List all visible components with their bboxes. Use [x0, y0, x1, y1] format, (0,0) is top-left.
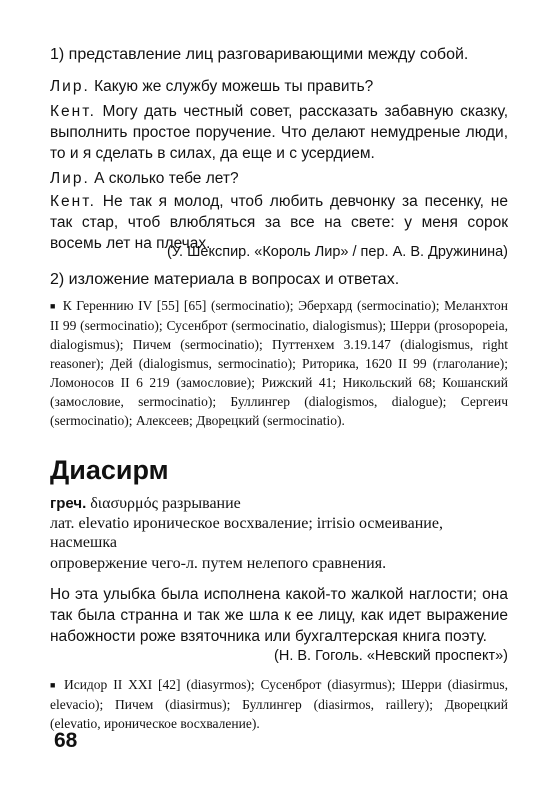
example-source: (Н. В. Гоголь. «Невский проспект») — [274, 648, 508, 664]
greek-word: διασυρμός — [90, 495, 158, 512]
dialogue-line-3 — [50, 168, 508, 189]
latin-label: лат. — [50, 515, 75, 532]
references-block-1 — [50, 296, 508, 430]
page-number: 68 — [54, 729, 78, 752]
dialogue-text: А сколько тебе лет? — [94, 170, 239, 187]
latin-meaning: elevatio ироническое восхваление; irrisio осмеивание, насмешка — [50, 515, 443, 551]
dialogue-text: Могу дать честный совет, рассказать забавную сказку, выполнить простое поручение. Что делают немудреные люди, то и я сделать в силах, да еще и с усердием. — [50, 103, 509, 162]
dialogue-text: Какую же службу можешь ты править? — [94, 78, 374, 95]
greek-label: греч. — [50, 495, 87, 512]
references-text: К Гереннию IV [55] [65] (sermocinatio); Эберхард (sermocinatio); Меланхтон II 99 (sermocinatio); Сусенброт (sermocinatio, dialogismus); Шерри (prosopopeia, dialogismus); Пичем (sermocinatio); Путтенхем 3.19.147 (dialogismus, right reasoner); Дей (dialogismus, sermocinatio); Риторика, 1620 II 99 (глаголание); Ломоносов II 6 219 (замословие); Рижский 41; Никольский 68; Кошанский (замословие, sermocinatio); Буллингер (dialogismos, dialogue); Сергеич (sermocinatio); Алексеев; Дворецкий (sermocinatio). — [50, 298, 509, 429]
dialogue-text: Не так я молод, чтоб любить девчонку за песенку, не так стар, чтоб влюбляться за все на свете: у меня сорок восемь лет на плечах. — [50, 193, 508, 252]
dialogue-line-2 — [50, 101, 508, 164]
speaker-label: Лир. — [50, 170, 90, 187]
references-text: Исидор II XXI [42] (diasyrmos); Сусенброт (diasyrmus); Шерри (diasirmus, elevacio); Пичем (diasirmus); Буллингер (diasirmos, raillery); Дворецкий (elevatio, ироническое восхваление). — [50, 677, 509, 732]
list-item-2: 2) изложение материала в вопросах и ответах. — [50, 271, 400, 288]
entry-heading: Диасирм — [50, 455, 169, 485]
speaker-label: Кент. — [50, 103, 96, 120]
speaker-label: Кент. — [50, 193, 96, 210]
latin-etymology — [50, 514, 508, 552]
quote-source: (У. Шекспир. «Король Лир» / пер. А. В. Дружинина) — [166, 244, 508, 260]
speaker-label: Лир. — [50, 78, 90, 95]
example-quote: Но эта улыбка была исполнена какой-то жалкой наглости; она так была странна и так же шла к ее лицу, как идет выражение набожности роже взяточника или бухгалтерская книга поэту. — [50, 586, 508, 645]
entry-definition: опровержение чего-л. путем нелепого сравнения. — [50, 555, 387, 572]
greek-meaning: разрывание — [161, 495, 241, 512]
greek-etymology — [50, 494, 508, 513]
list-item-1: 1) представление лиц разговаривающими между собой. — [50, 46, 469, 63]
square-bullet-icon: ■ — [50, 301, 57, 312]
square-bullet-icon: ■ — [50, 680, 58, 691]
dialogue-line-1 — [50, 76, 508, 97]
references-block-2 — [50, 675, 508, 733]
